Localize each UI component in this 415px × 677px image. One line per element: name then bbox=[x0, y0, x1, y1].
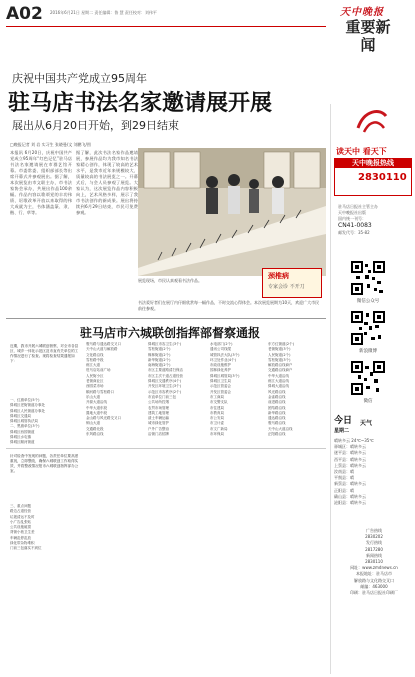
list-item: 市卫计委 bbox=[210, 421, 224, 426]
page-number: A02 bbox=[6, 4, 43, 24]
list-item: 示范区市容秩序(2个) bbox=[148, 389, 181, 394]
story2-lead-b: 针对检查中发现的问题，各责任单位要高度重视，立即整改，确保六城联创工作取得实效，并将整改情况报市六城联创指挥部办公室。 bbox=[10, 454, 79, 473]
list-item: 乐山大道 bbox=[86, 394, 100, 399]
list-item: 驿城区顺河街道 bbox=[10, 440, 35, 445]
list-item: 文化路沿线 bbox=[86, 352, 104, 357]
list-item: 中华大道东段 bbox=[86, 405, 107, 410]
footer-line: 邮编：463000 bbox=[360, 583, 388, 589]
hotline-ad-banner: 天中晚报热线 bbox=[334, 158, 412, 168]
story2-headline: 驻马店市六城联创指挥部督察通报 bbox=[80, 326, 261, 340]
list-item: 园林绿化养护 bbox=[210, 368, 231, 373]
weather-line: 泌阳县：晴转多云 bbox=[334, 500, 366, 506]
qr2-label: 新浪微博 bbox=[359, 349, 377, 354]
right-column-divider bbox=[330, 104, 331, 674]
ad-title: 颈椎病 bbox=[268, 272, 289, 280]
footer-line: 2830110 bbox=[365, 559, 383, 565]
list-item: 铜山大道 bbox=[86, 421, 100, 426]
story2-col3 bbox=[148, 342, 206, 674]
list-item: 金山路与风光路交叉口 bbox=[86, 416, 121, 421]
weekday-text: 星期二 bbox=[334, 428, 350, 434]
list-item: 南海街道(2个) bbox=[148, 363, 171, 368]
weather-line: 驿城区：晴转多云 bbox=[334, 444, 366, 450]
list-item: 路边占道经营 bbox=[10, 509, 31, 514]
list-item: 车辆乱停乱放 bbox=[10, 535, 31, 540]
footer-line: 2830202 bbox=[365, 534, 383, 540]
list-item: 市交警支队 bbox=[210, 400, 228, 405]
footer-line: 本报地址：驻马店市 bbox=[356, 571, 392, 577]
list-item: 二、黑旗单位(3个) bbox=[10, 424, 40, 429]
list-item: 前进路沿线 bbox=[268, 400, 286, 405]
exhibition-photo-icon bbox=[138, 148, 326, 276]
contact-footer bbox=[336, 528, 412, 596]
footer-line: 新闻热线 bbox=[366, 552, 382, 558]
list-item: 雪松街道(2个) bbox=[148, 347, 171, 352]
ad-subtitle: 专家会诊 不开刀 bbox=[268, 284, 305, 290]
lead-kicker: 庆祝中国共产党成立95周年 bbox=[12, 72, 147, 85]
list-item: 驻马店站前广场 bbox=[86, 368, 111, 373]
list-item: 公共设施破损 bbox=[10, 525, 31, 530]
list-item: 通讯公司线缆 bbox=[210, 347, 231, 352]
list-item: 开源大道沿线 bbox=[86, 400, 107, 405]
list-item: 老街街道(3个) bbox=[268, 347, 291, 352]
list-item: 市公安局 bbox=[210, 416, 224, 421]
list-item: 风光路沿线 bbox=[268, 389, 286, 394]
list-item: 驿城区市容卫生(3个) bbox=[148, 342, 181, 346]
list-item: 市环保局 bbox=[210, 432, 224, 437]
weather-line: 平舆县：晴 bbox=[334, 475, 354, 481]
list-item: 团结路沿线 bbox=[268, 405, 286, 410]
weather-line: 遂平县：晴转多云 bbox=[334, 450, 366, 456]
section-title: 重要新闻 bbox=[345, 18, 391, 54]
footer-line: 网址：www.zmdnews.cn bbox=[350, 565, 398, 571]
lead-photo bbox=[138, 148, 326, 276]
footer-line: 解放路与文化路交叉口 bbox=[354, 577, 394, 583]
list-item: 环卫处作业(4个) bbox=[210, 357, 236, 362]
story2-col1-top bbox=[10, 398, 80, 446]
list-item: 市区主要道路清扫保洁 bbox=[148, 368, 183, 373]
list-item: 市住建局 bbox=[210, 405, 224, 410]
list-item: 三、重点问题 bbox=[10, 504, 31, 508]
list-item: 人民街道(2个) bbox=[268, 352, 291, 357]
newspaper-logo-icon bbox=[354, 106, 390, 136]
list-item: 西园菜市场 bbox=[86, 384, 104, 389]
header-meta: 2016年6月21日 星期二 责任编辑：鲁 慧 责任校对：刘伟平 bbox=[50, 10, 157, 15]
list-item: 驿城大道沿线 bbox=[268, 384, 289, 389]
footer-line: 印刷：驻马店日报社印刷厂 bbox=[350, 590, 398, 596]
list-item: 顺河路与雪松路口 bbox=[86, 389, 114, 394]
list-item: 橡林街道(2个) bbox=[148, 352, 171, 357]
list-item: 解放路沿线商户 bbox=[268, 363, 293, 368]
list-item: 雪松路中段 bbox=[86, 357, 104, 362]
list-item: 天中山大道沿线 bbox=[268, 426, 293, 431]
list-item: 开发区管委会 bbox=[210, 389, 231, 394]
list-item: 市文广新局 bbox=[210, 426, 228, 431]
list-item: 市直单位门前三包 bbox=[148, 394, 176, 399]
list-item: 农贸市场管理 bbox=[148, 405, 169, 410]
section-rule bbox=[6, 318, 326, 319]
list-item: 驿城区城管执法局 bbox=[10, 419, 38, 424]
brand-logo: 天中晚报 bbox=[340, 7, 384, 18]
list-item: 驿城区城管局(3个) bbox=[210, 373, 240, 378]
lead-body-col2: 据了解，此次书法名家作品邀请展，参展作品均为我市知名书法家精心创作，体现了较高的艺术水平，是我市近年来规模较大、质量较高的书法展览之一。开幕式后，与会人员参观了展览。大家认为，这次展览作品内容积极向上，艺术风格多样，展示了我市书法创作的新成果。展出将持续到6月29日结束，市民可免费参观。 bbox=[76, 150, 138, 215]
list-item: 新华路沿线 bbox=[268, 410, 286, 415]
list-item: 老街商业区 bbox=[86, 379, 104, 384]
qr-code-icon bbox=[350, 260, 386, 296]
lead-headline: 驻马店书法名家邀请展开展 bbox=[8, 91, 273, 116]
weather-line: 汝南县：晴 bbox=[334, 469, 354, 475]
weather-line: 新蔡县：晴转多云 bbox=[334, 481, 366, 487]
story2-col5 bbox=[268, 342, 326, 674]
list-item: 驿城区老街街道办事处 bbox=[10, 403, 45, 408]
list-item: 一、红旗单位(5个) bbox=[10, 398, 40, 402]
list-item: 新华街道(2个) bbox=[148, 357, 171, 362]
list-item: 骏马路沿线 bbox=[268, 421, 286, 426]
photo-caption-secondary: 书法爱好者们在展厅内仔细欣赏每一幅作品，不时交流心得体会。本次展览展期为10天，欢迎广大市民前往参观。 bbox=[138, 300, 320, 311]
lead-byline: □晚报记者 刘 岩 实习生 张晓曼/文 刘鹏飞/图 bbox=[10, 142, 91, 147]
header-rule bbox=[6, 26, 326, 27]
today-label bbox=[334, 416, 352, 436]
weather-list bbox=[334, 438, 412, 506]
list-item: 城市绿化管护 bbox=[148, 421, 169, 426]
list-item: 交通路北段 bbox=[86, 426, 104, 431]
story2-lead-a: 近期，我市开展六城联创督察，对全市各县区、城乡一体化示范区及市直有关单位的工作情况进行了检查。现将检查结果通报如下： bbox=[10, 344, 79, 363]
info-line: 驻马店日报社主管主办 bbox=[338, 204, 378, 209]
list-item: 驿城区水屯镇 bbox=[10, 435, 31, 440]
list-item: 驿城区卫生局 bbox=[210, 379, 231, 384]
list-item: 中华大道沿线 bbox=[268, 373, 289, 378]
info-line: CN41-0083 bbox=[338, 222, 372, 229]
list-item: 驿城区交通局 bbox=[10, 413, 31, 418]
qr1-label: 微信公众号 bbox=[356, 299, 380, 304]
list-item: 交通路沿线商户 bbox=[268, 368, 293, 373]
info-line: 天中晚报社出版 bbox=[338, 210, 366, 215]
list-item: 正阳路沿线 bbox=[268, 432, 286, 437]
story2-col2 bbox=[86, 342, 144, 674]
today-text: 今日 bbox=[334, 416, 353, 426]
qr-code-icon bbox=[350, 360, 386, 396]
list-item: 垃圾清运不及时 bbox=[10, 514, 35, 519]
photo-caption: 展览现场，市民认真观看书法作品。 bbox=[138, 278, 202, 283]
list-item: 水电部门(2个) bbox=[210, 342, 233, 346]
story2-col4 bbox=[210, 342, 264, 674]
info-line: 国内统一刊号： bbox=[338, 216, 366, 221]
weather-line: 晴转多云 24℃~35℃ bbox=[334, 438, 374, 443]
list-item: 通达路沿线 bbox=[268, 416, 286, 421]
list-item: 置地大道中段 bbox=[86, 410, 107, 415]
qr3-label: 微信 bbox=[363, 399, 373, 404]
lead-body-col1: 本报讯 6月20日，庆祝中国共产党成立95周年“红色记忆”驻马店书法名家邀请展在市群艺馆开幕。市委常委、组织部部长等出席开幕式并参观展出。据了解，本次展览由市文联主办，市书法家协会承办，共展出作品100余幅。作品内容以歌颂党的丰功伟绩、讴歌改革开放以来取得的伟大成就为主，书体涵盖篆、隶、楷、行、草等。 bbox=[10, 150, 72, 215]
list-item: 建筑工地管理 bbox=[148, 410, 169, 415]
list-item: 练江大道 bbox=[86, 363, 100, 368]
footer-line: 广告热线 bbox=[366, 528, 382, 533]
info-line: 邮发代号：35-82 bbox=[338, 230, 370, 235]
list-item: 门前三包落实不到位 bbox=[10, 546, 42, 551]
list-item: 人民街小区 bbox=[86, 373, 104, 378]
list-item: 驿城区西园街道 bbox=[10, 429, 35, 434]
right-slogan: 读天中 看天下 bbox=[336, 147, 387, 156]
list-item: 沿街门店招牌 bbox=[148, 432, 169, 437]
footer-line: 2817280 bbox=[365, 546, 383, 552]
weather-line: 西平县：晴转多云 bbox=[334, 456, 366, 462]
qr-code-icon bbox=[350, 310, 386, 346]
list-item: 驿城区交通秩序(4个) bbox=[148, 379, 181, 384]
list-item: 户外广告整治 bbox=[148, 426, 169, 431]
hotline-number: 2830110 bbox=[358, 172, 407, 183]
weather-title: 天气 bbox=[360, 420, 373, 427]
list-item: 骏马路与通达路交叉口 bbox=[86, 342, 121, 346]
list-item: 示范区管委会 bbox=[210, 384, 231, 389]
story2-col1-bottom bbox=[10, 504, 80, 674]
list-item: 城管执法大队(3个) bbox=[210, 352, 240, 357]
weather-line: 正阳县：晴 bbox=[334, 487, 354, 493]
list-item: 开发区环境卫生(3个) bbox=[148, 384, 181, 389]
publisher-info bbox=[338, 204, 412, 236]
list-item: 金雀路沿线 bbox=[268, 394, 286, 399]
list-item: 市区主次干道占道经营 bbox=[148, 373, 183, 378]
list-item: 东风路沿线 bbox=[86, 432, 104, 437]
list-item: 驿城区人民街道办事处 bbox=[10, 408, 45, 413]
list-item: 小广告乱张贴 bbox=[10, 519, 31, 524]
list-item: 渣土车辆运输 bbox=[148, 416, 169, 421]
list-item: 东方红街道(2个) bbox=[268, 342, 294, 346]
list-item: 市教育局 bbox=[210, 410, 224, 415]
list-item: 公共场所控烟 bbox=[148, 400, 169, 405]
list-item: 天中山大道与解放路 bbox=[86, 347, 118, 352]
list-item: 市政设施维护 bbox=[210, 363, 231, 368]
list-item: 市工商局 bbox=[210, 394, 224, 399]
footer-line: 发行热线 bbox=[366, 540, 382, 546]
weather-line: 确山县：晴转多云 bbox=[334, 493, 366, 499]
lead-subhead: 展出从6月20日开始，到29日结束 bbox=[12, 119, 179, 132]
list-item: 雪松街道(3个) bbox=[268, 357, 291, 362]
list-item: 练江大道沿线 bbox=[268, 379, 289, 384]
weather-line: 上蔡县：晴转多云 bbox=[334, 462, 366, 468]
list-item: 绿化带杂物堆积 bbox=[10, 541, 35, 546]
list-item: 背街小巷卫生差 bbox=[10, 530, 35, 535]
